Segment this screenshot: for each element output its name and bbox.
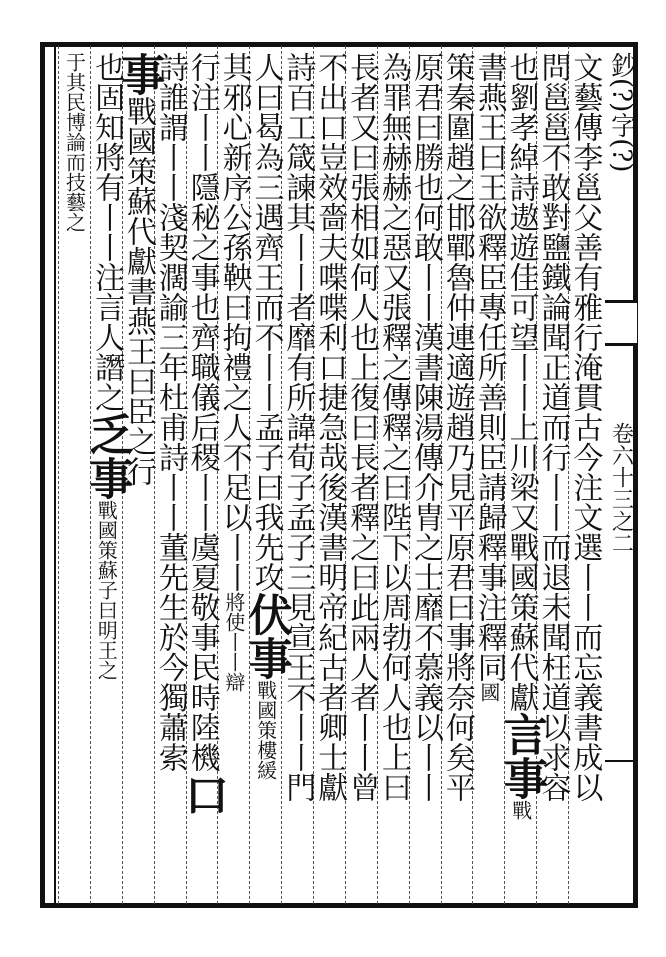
column-text: 其邪心新序公孫鞅曰拘禮之人不足以丨丨 [216,52,252,592]
column-text: 長者又曰張相如何人也上復曰長者釋之曰此兩人者丨丨曾 [344,52,380,802]
annotation-text: 于其民博論而技藝之 [62,52,87,232]
margin-rule [605,760,635,762]
margin-title-text: 鈔(?)字(?) [606,52,637,173]
headword: 言事 [495,712,547,800]
annotation-text: 將使丨丨辯 [221,592,246,692]
column-text: 問邕邕不敢對鹽鐵論聞正道而行丨丨而退未聞枉道以求容 [535,52,571,802]
column-text: 人曰曷為三遇齊王而不丨丨孟子曰我先攻 [248,52,284,592]
headword: 口 [176,772,228,816]
column-text: 詩百工箴諫其丨丨者靡有所諱荀子孟子三見宣王不丨丨門 [280,52,316,802]
column-text: 詩誰謂丨丨淺契濶諭三年杜甫詩丨丨董先生於今獨蕭索 [152,52,188,772]
annotation-text: 戰國策樓緩 [253,680,278,780]
headword: 乏事 [81,412,133,500]
column-text: 也劉孝綽詩遨遊佳可望丨丨上川梁又戰國策蘇代獻 [503,52,539,712]
annotation-text: 國 [476,682,501,702]
column-text: 戰國策蘇代獻書燕王曰臣之行 [121,96,156,486]
column-text: 策秦圍趙之邯鄲魯仲連適遊趙乃見平原君曰事將奈何矣平 [439,52,475,802]
column-text: 書燕王曰王欲釋臣專任所善則臣請歸釋事注釋同 [471,52,507,682]
column-text: 行注丨丨隱秘之事也齊職儀后稷丨丨虞夏敬事民時陸機 [184,52,220,772]
headword: 伏事 [240,592,292,680]
fish-tail-mark [605,300,637,346]
column-text: 文藝傳李邕父善有雅行淹貫古今注文選丨丨而忘義書成以 [567,52,603,802]
margin-title [606,52,637,312]
annotation-text: 戰 [508,800,533,820]
margin-volume [609,422,632,554]
column-text: 不出口豈效嗇夫喋喋利口捷急哉後漢書明帝紀古者卿士獻 [312,52,348,802]
column-text: 也固知將有丨丨注言人譖之 [89,52,125,412]
headword: 事 [113,52,165,96]
margin-volume-text: 卷六十三之二 [608,422,634,554]
column-text: 為罪無赫赫之惡又張釋之傳釋之曰陛下以周勃何人也上曰 [376,52,412,802]
column-text: 原君曰勝也何敢丨丨漢書陳湯傳介胄之士靡不慕義以丨丨 [407,52,443,802]
annotation-text: 戰國策蘇子曰明王之 [94,500,119,680]
text-column [54,52,94,232]
